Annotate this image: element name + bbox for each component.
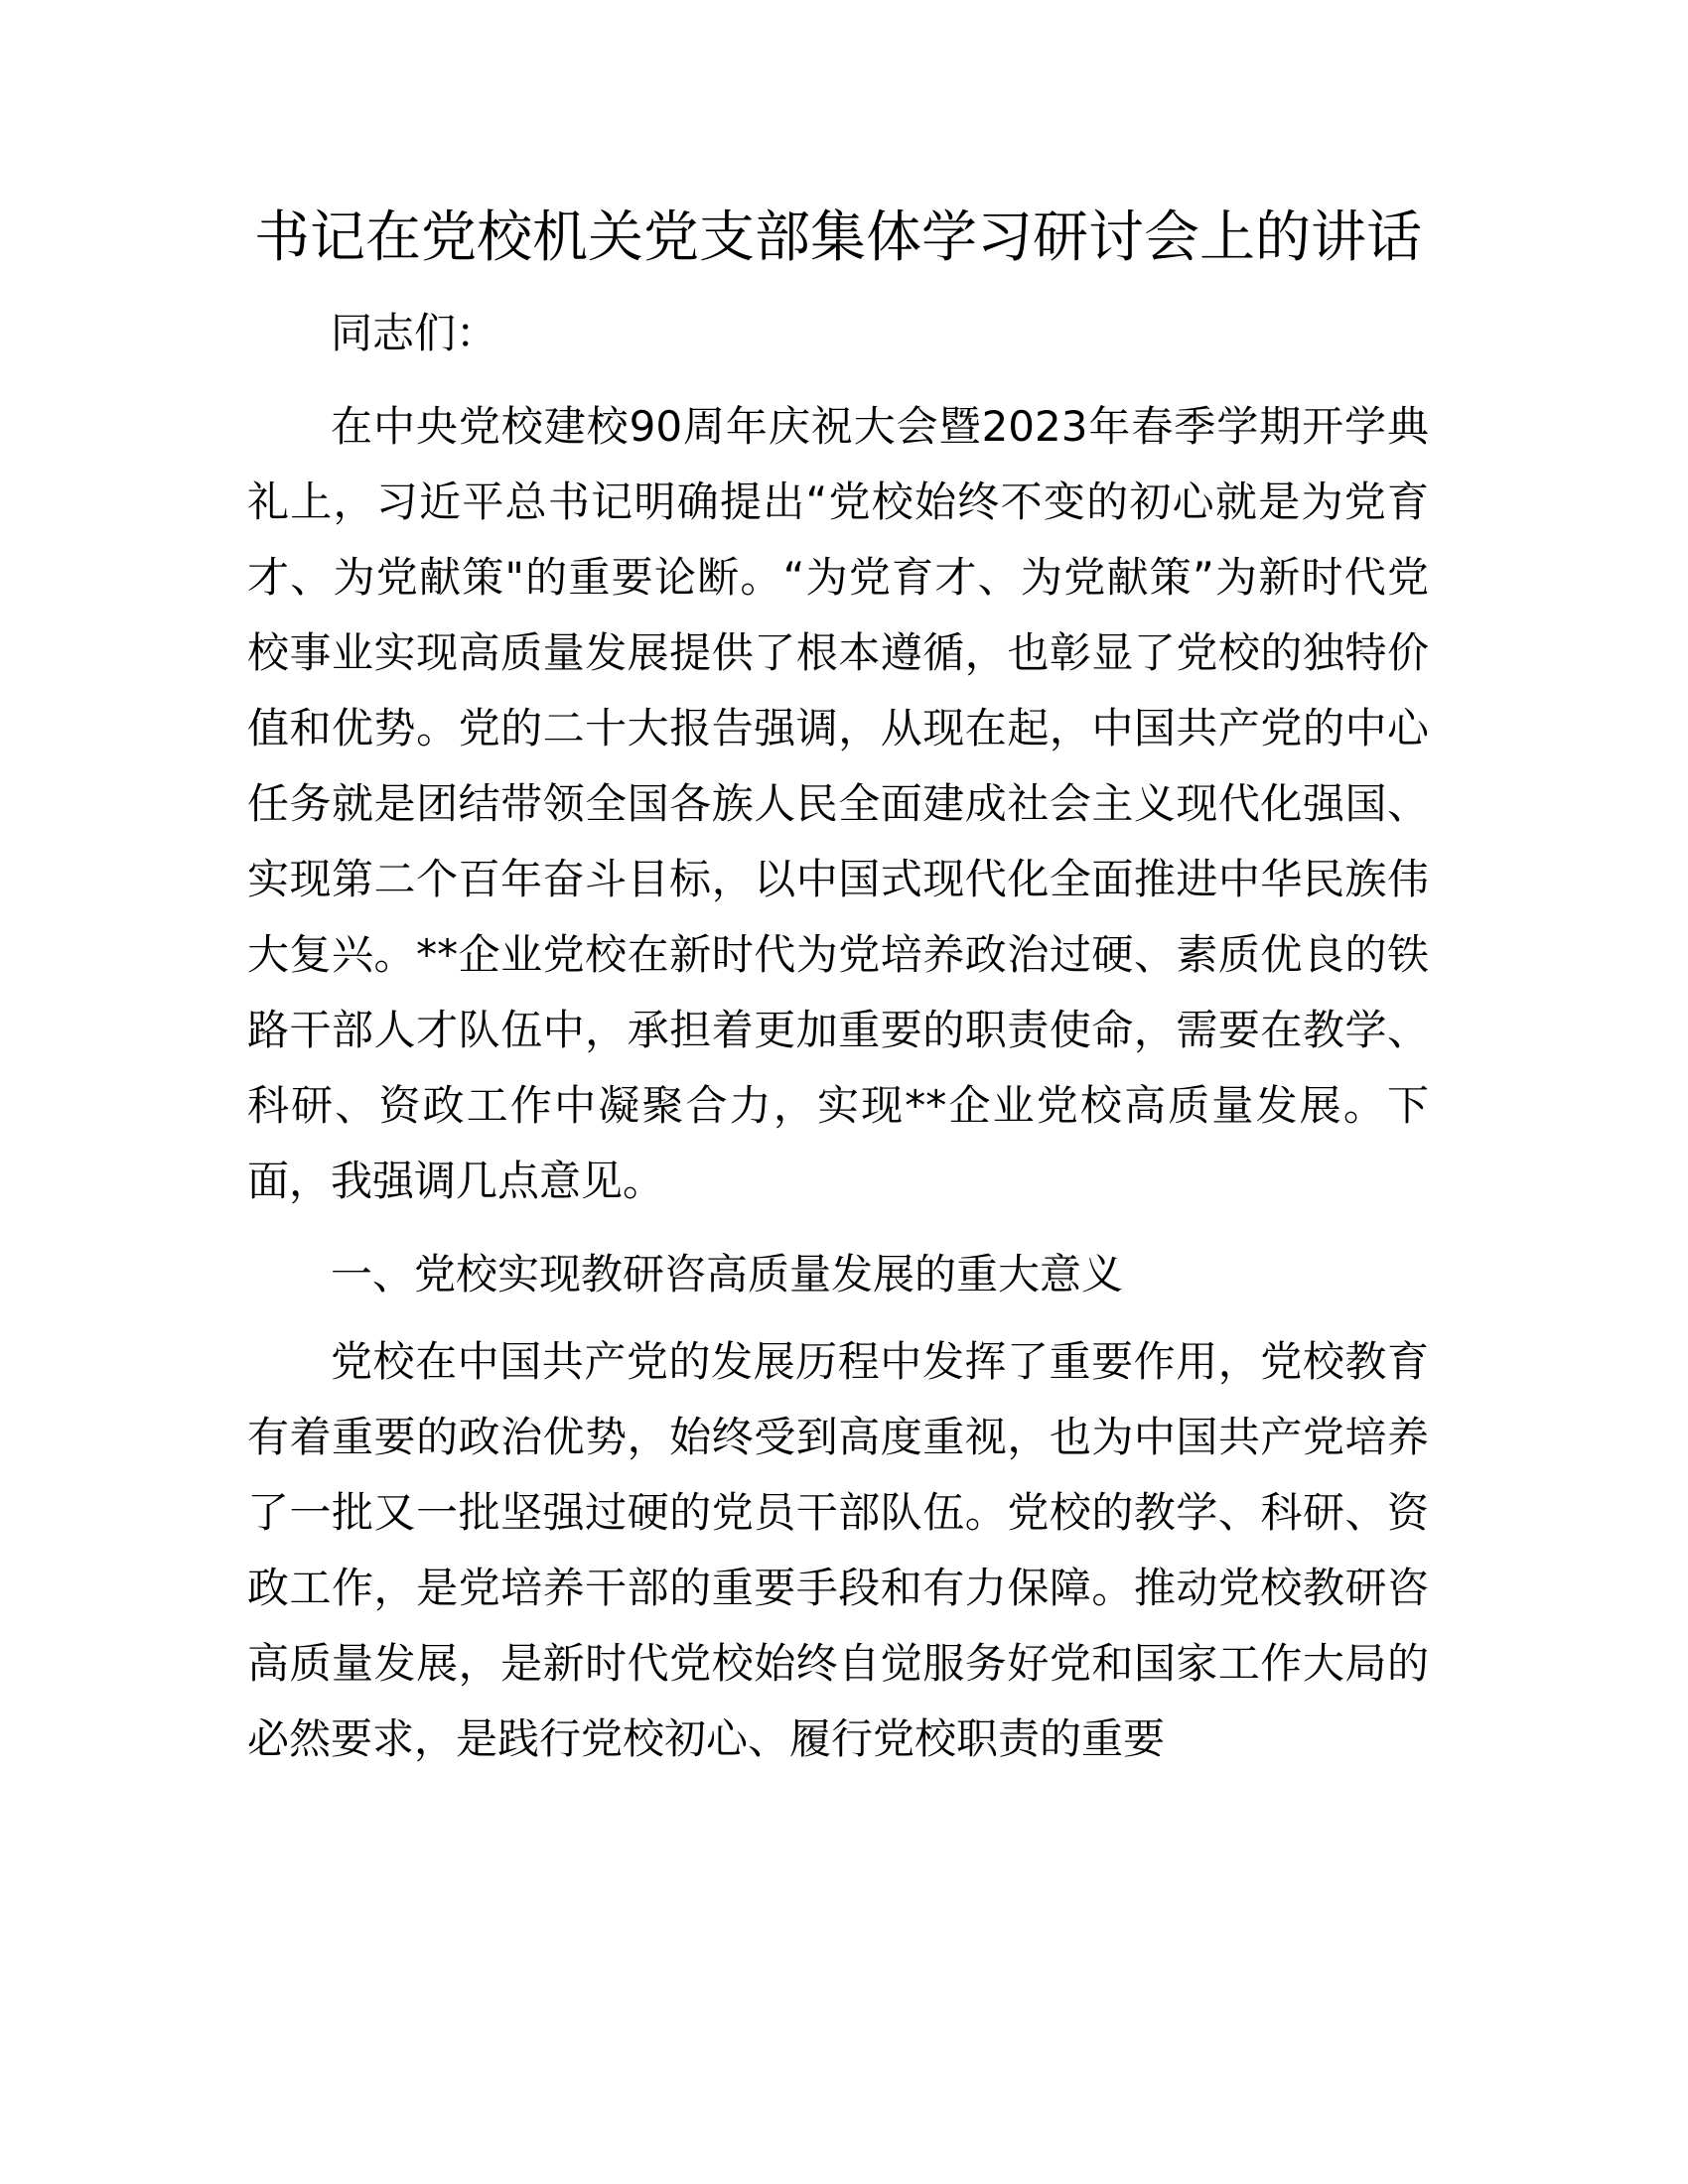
paragraph-section-1: 党校在中国共产党的发展历程中发挥了重要作用，党校教育有着重要的政治优势，始终受到高度重视，也为中国共产党培养了一批又一批坚强过硬的党员干部队伍。党校的教学、科研、资政工作，是党培养干部的重要手段和有力保障。推动党校教研咨高质量发展，是新时代党校始终自觉服务好党和国家工作大局的必然要求，是践行党校初心、履行党校职责的重要 [247, 1337, 1429, 1763]
document-title: 书记在党校机关党支部集体学习研讨会上的讲话 [254, 205, 1422, 270]
salutation: 同志们： [331, 309, 498, 357]
document-body [247, 199, 1429, 1777]
section-heading: 一、党校实现教研咨高质量发展的重大意义 [331, 1250, 1124, 1298]
paragraph-intro: 在中央党校建校90周年庆祝大会暨2023年春季学期开学典礼上，习近平总书记明确提出“党校始终不变的初心就是为党育才、为党献策"的重要论断。“为党育才、为党献策”为新时代党校事业实现高质量发展提供了根本遵循，也彰显了党校的独特价值和优势。党的二十大报告强调，从现在起，中国共产党的中心任务就是团结带领全国各族人民全面建成社会主义现代化强国、实现第二个百年奋斗目标，以中国式现代化全面推进中华民族伟大复兴。**企业党校在新时代为党培养政治过硬、素质优良的铁路干部人才队伍中，承担着更加重要的职责使命，需要在教学、科研、资政工作中凝聚合力，实现**企业党校高质量发展。下面，我强调几点意见。 [247, 402, 1429, 1205]
